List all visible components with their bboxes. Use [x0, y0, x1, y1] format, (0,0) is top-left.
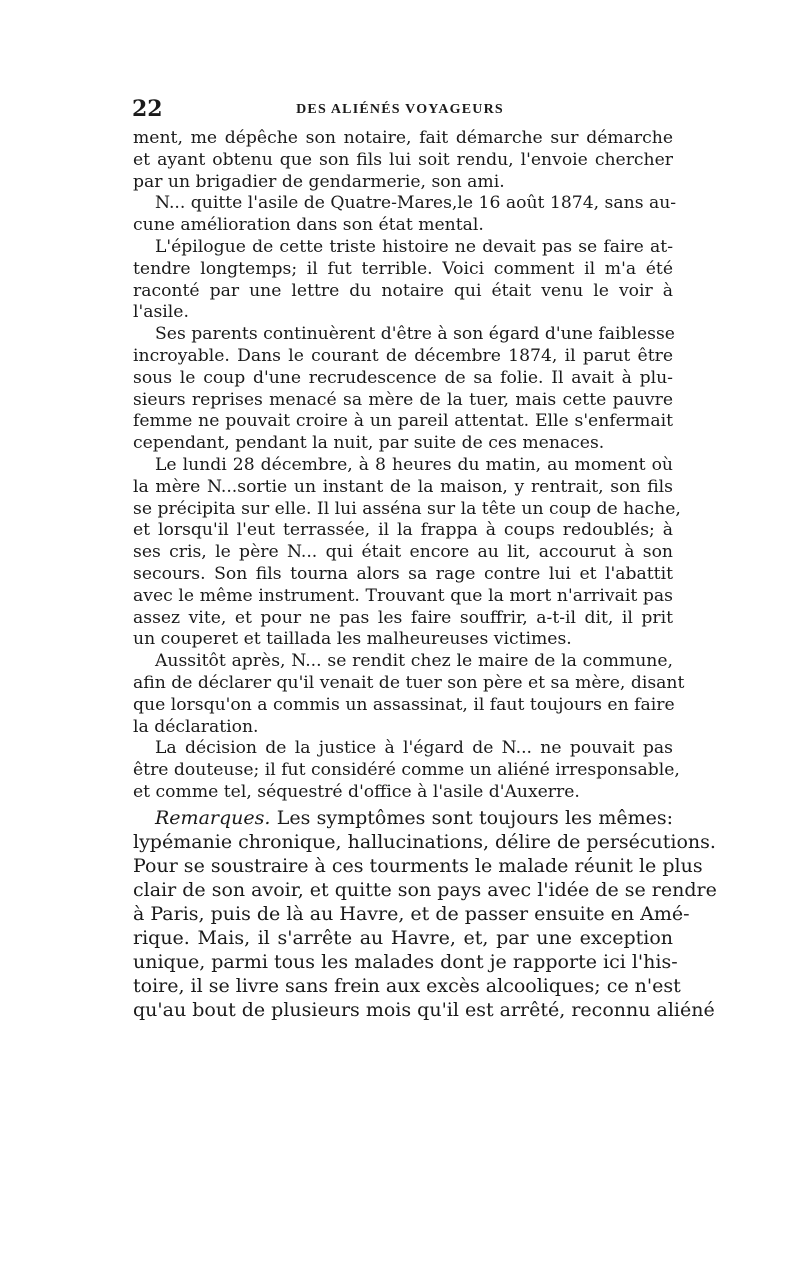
text-line: ment, me dépêche son notaire, fait démarche sur démarche: [133, 128, 673, 148]
text-line: cependant, pendant la nuit, par suite de ces menaces.: [133, 433, 605, 454]
text-line: la déclaration.: [133, 716, 259, 737]
text-line: sieurs reprises menacé sa mère de la tuer, mais cette pauvre: [133, 389, 673, 410]
text-line: et ayant obtenu que son fils lui soit rendu, l'envoie chercher: [133, 149, 673, 170]
text-line: sous le coup d'une recrudescence de sa folie. Il avait à plu-: [133, 367, 673, 388]
text-line: N... quitte l'asile de Quatre-Mares,le 16 août 1874, sans au-: [155, 193, 677, 214]
text-line: raconté par une lettre du notaire qui était venu le voir à: [133, 280, 673, 301]
text-line: un couperet et taillada les malheureuses victimes.: [133, 629, 572, 650]
text-line: et comme tel, séquestré d'office à l'asile d'Auxerre.: [133, 781, 580, 802]
remarks-line: lypémanie chronique, hallucinations, délire de persécutions.: [133, 830, 716, 853]
remarks-label: Remarques.: [155, 806, 271, 829]
text-line: secours. Son fils tourna alors sa rage contre lui et l'abattit: [133, 563, 673, 584]
remarks-line: clair de son avoir, et quitte son pays avec l'idée de se rendre: [133, 878, 717, 901]
remarks-line: rique. Mais, il s'arrête au Havre, et, par une exception: [133, 926, 673, 949]
remarks-line: toire, il se livre sans frein aux excès alcooliques; ce n'est: [133, 974, 681, 997]
remarks-line: qu'au bout de plusieurs mois qu'il est arrêté, reconnu aliéné: [133, 998, 715, 1021]
text-line: avec le même instrument. Trouvant que la mort n'arrivait pas: [133, 585, 673, 606]
remarks-line: unique, parmi tous les malades dont je rapporte ici l'his-: [133, 950, 678, 973]
text-line: que lorsqu'on a commis un assassinat, il faut toujours en faire: [133, 694, 675, 715]
text-line: incroyable. Dans le courant de décembre 1874, il parut être: [133, 345, 673, 366]
text-line: et lorsqu'il l'eut terrassée, il la frappa à coups redoublés; à: [133, 520, 673, 541]
body-text: [133, 128, 717, 1022]
text-line: L'épilogue de cette triste histoire ne devait pas se faire at-: [155, 236, 673, 257]
remarks-line: à Paris, puis de là au Havre, et de passer ensuite en Amé-: [133, 902, 690, 925]
text-line: Le lundi 28 décembre, à 8 heures du matin, au moment où: [155, 454, 673, 475]
text-line: l'asile.: [133, 302, 189, 323]
text-line: Aussitôt après, N... se rendit chez le maire de la commune,: [155, 651, 673, 672]
text-line: être douteuse; il fut considéré comme un aliéné irresponsable,: [133, 760, 680, 781]
text-line: se précipita sur elle. Il lui asséna sur la tête un coup de hache,: [133, 498, 681, 519]
remarks-first-line: [133, 806, 673, 830]
text-line: la mère N...sortie un instant de la maison, y rentrait, son fils: [133, 476, 673, 497]
text-line: par un brigadier de gendarmerie, son ami.: [133, 171, 505, 192]
text-line: assez vite, et pour ne pas les faire souffrir, a-t-il dit, il prit: [133, 607, 673, 628]
text-line: afin de déclarer qu'il venait de tuer son père et sa mère, disant: [133, 672, 685, 693]
text-line: femme ne pouvait croire à un pareil attentat. Elle s'enfermait: [133, 411, 673, 432]
running-title: DES ALIÉNÉS VOYAGEURS: [296, 102, 504, 117]
text-line: La décision de la justice à l'égard de N... ne pouvait pas: [155, 738, 673, 759]
remarks-line: Pour se soustraire à ces tourments le malade réunit le plus: [133, 854, 703, 877]
text-line: ses cris, le père N... qui était encore au lit, accourut à son: [133, 542, 673, 563]
text-line: cune amélioration dans son état mental.: [133, 215, 484, 236]
page-number: 22: [132, 96, 163, 122]
text-line: Ses parents continuèrent d'être à son égard d'une faiblesse: [155, 324, 675, 345]
text-line: tendre longtemps; il fut terrible. Voici comment il m'a été: [133, 258, 673, 279]
remarks-first-line-text: Les symptômes sont toujours les mêmes:: [276, 806, 674, 829]
